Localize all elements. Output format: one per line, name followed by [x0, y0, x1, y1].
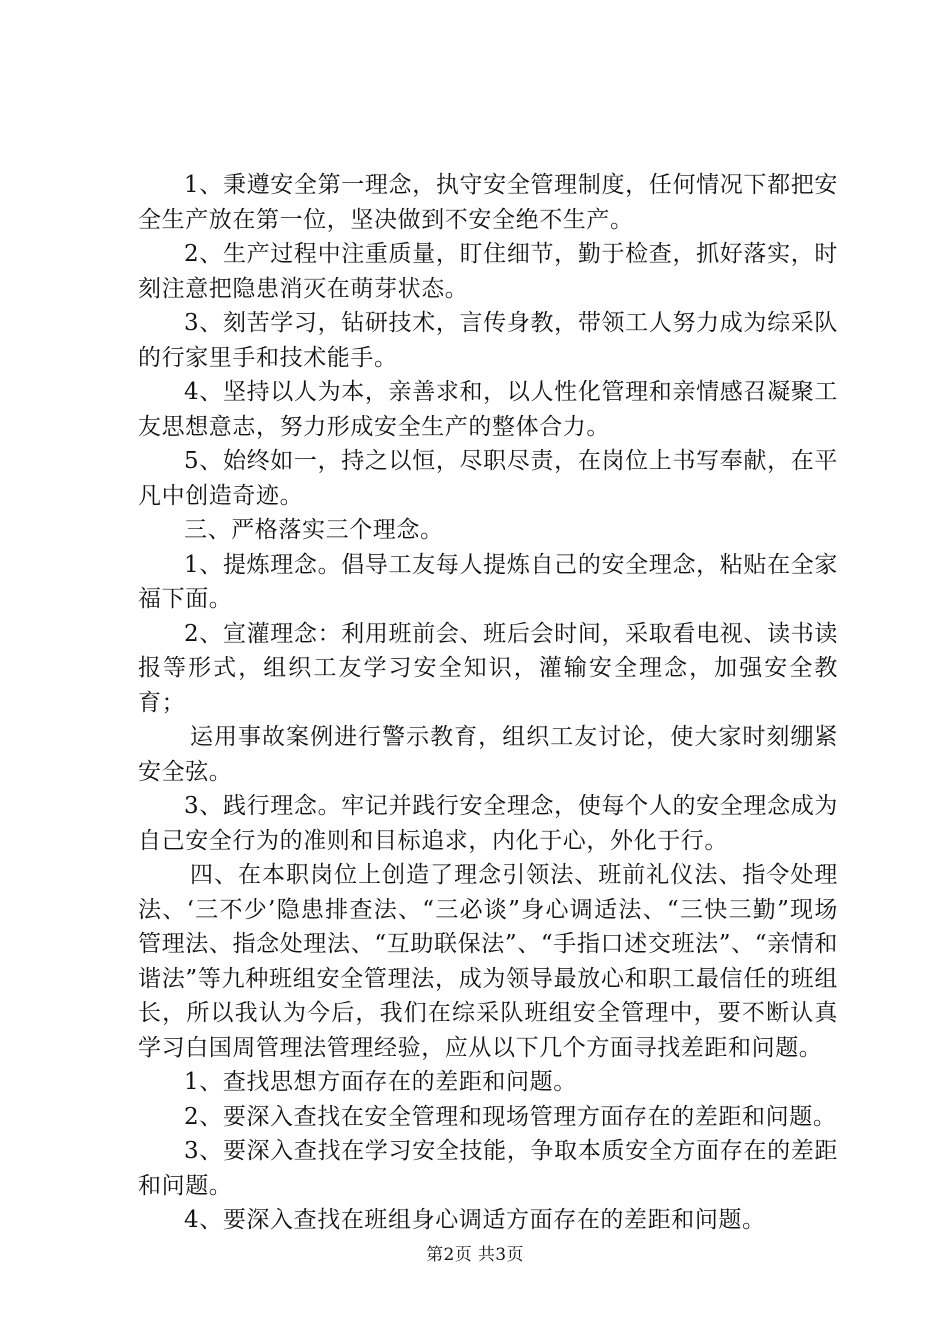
paragraph-10: 1、查找思想方面存在的差距和问题。 [184, 1069, 577, 1095]
paragraph-3: 3、刻苦学习，钻研技术，言传身教，带领工人努力成为综采队的行家里手和技术能手。 [138, 310, 838, 371]
page-footer: 第2页 共3页 [426, 1245, 524, 1265]
section-heading-3: 三、严格落实三个理念。 [184, 517, 444, 543]
paragraph-6: 1、提炼理念。倡导工友每人提炼自己的安全理念，粘贴在全家福下面。 [138, 551, 838, 612]
section-paragraph-4: 四、在本职岗位上创造了理念引领法、班前礼仪法、指令处理法、‘三不少’隐患排查法、“三必谈”身心调适法、“三快三勤”现场管理法、指念处理法、“互助联保法”、“手指口述交班法”、“亲情和谐法”等九种班组安全管理法，成为领导最放心和职工最信任的班组长，所以我认为今后，我们在综采队班组安全管理中，要不断认真学习白国周管理法管理经验，应从以下几个方面寻找差距和问题。 [138, 862, 838, 1061]
paragraph-13: 4、要深入查找在班组身心调适方面存在的差距和问题。 [184, 1207, 766, 1233]
paragraph-4: 4、坚持以人为本，亲善求和，以人性化管理和亲情感召凝聚工友思想意志，努力形成安全生产的整体合力。 [138, 379, 838, 440]
paragraph-9: 3、践行理念。牢记并践行安全理念，使每个人的安全理念成为自己安全行为的准则和目标追求，内化于心，外化于行。 [138, 793, 838, 854]
paragraph-5: 5、始终如一，持之以恒，尽职尽责，在岗位上书写奉献，在平凡中创造奇迹。 [138, 448, 838, 509]
paragraph-1: 1、秉遵安全第一理念，执守安全管理制度，任何情况下都把安全生产放在第一位，坚决做到不安全绝不生产。 [138, 172, 838, 233]
paragraph-8: 运用事故案例进行警示教育，组织工友讨论，使大家时刻绷紧安全弦。 [138, 724, 838, 785]
paragraph-7: 2、宣灌理念：利用班前会、班后会时间，采取看电视、读书读报等形式，组织工友学习安全知识，灌输安全理念，加强安全教育； [138, 620, 838, 716]
paragraph-11: 2、要深入查找在安全管理和现场管理方面存在的差距和问题。 [184, 1103, 837, 1130]
document-body [138, 168, 838, 1238]
paragraph-12: 3、要深入查找在学习安全技能，争取本质安全方面存在的差距和问题。 [138, 1138, 838, 1199]
paragraph-2: 2、生产过程中注重质量，盯住细节，勤于检查，抓好落实，时刻注意把隐患消灭在萌芽状态。 [138, 241, 838, 302]
